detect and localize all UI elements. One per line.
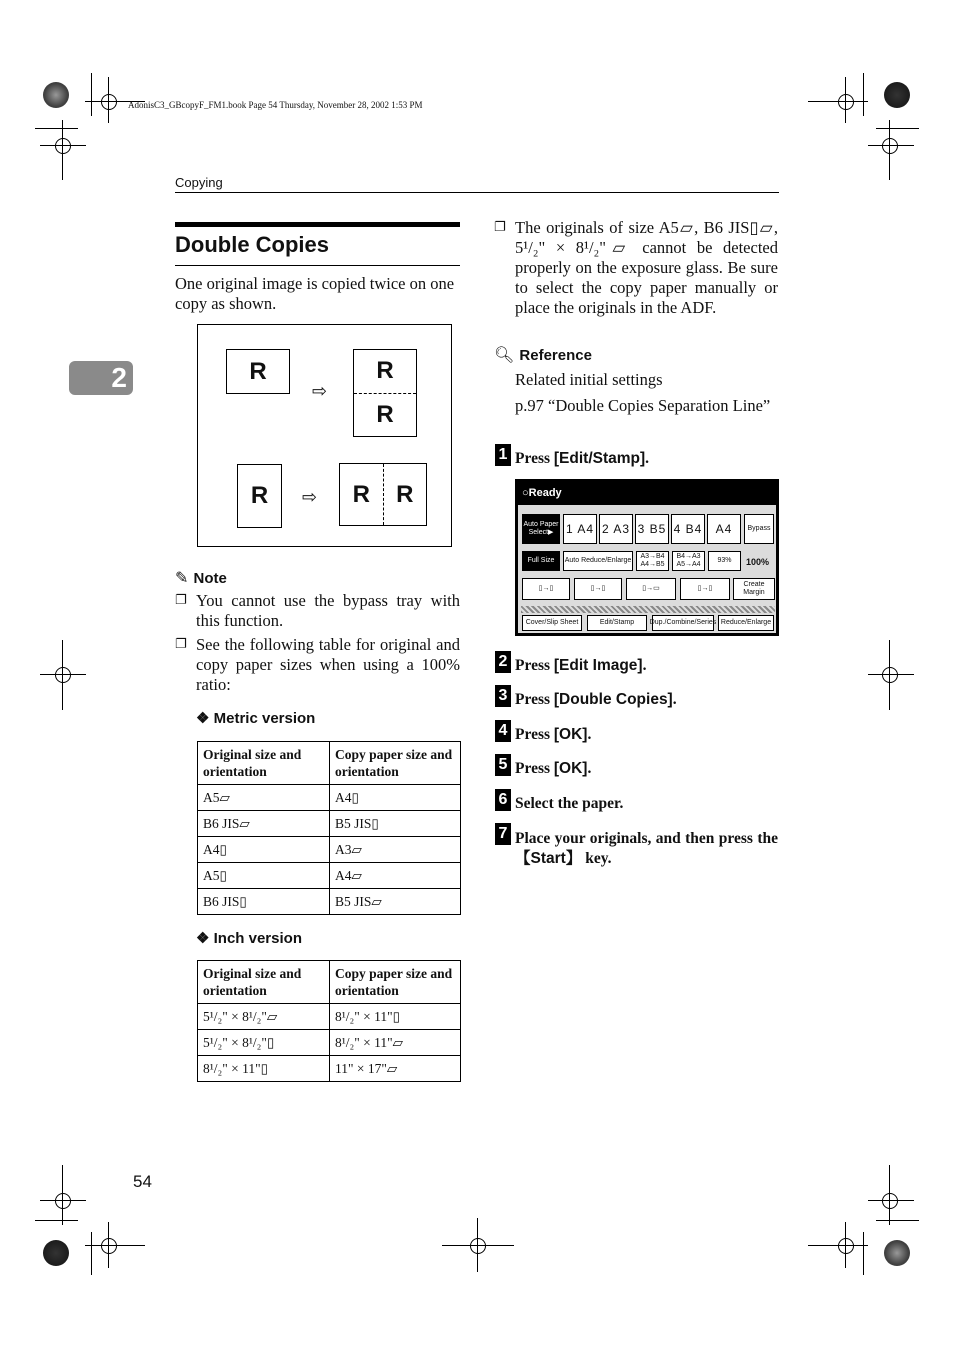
diamond-bullet-icon: ❖ [196,930,210,947]
tray-5-button[interactable]: A4 [707,514,741,544]
reference-line: Related initial settings [515,370,663,389]
metric-table [197,741,461,915]
auto-paper-select-button[interactable]: Auto Paper Select▶ [522,514,560,544]
registration-disk-icon [43,82,69,108]
magnifier-icon: 🔍︎ [494,345,515,364]
tab-reduce-enlarge[interactable]: Reduce/Enlarge [718,615,774,631]
copy-right-half: R [396,480,414,508]
step-text: Press [515,450,554,467]
step-text: . [587,760,592,777]
section-title: Double Copies [175,232,330,257]
tab-cover-slip-sheet[interactable]: Cover/Slip Sheet [522,615,582,631]
table-cell: 5¹/₂" × 8¹/₂"▯ [198,1030,330,1056]
table-cell: 8¹/₂" × 11"▯ [330,1004,461,1030]
step-text: . [587,726,592,743]
step-key: [Double Copies] [553,691,673,708]
step-5-text [515,760,591,778]
table-header: Original size and orientation [198,742,330,785]
step-3-text [515,691,677,709]
header-rule [175,192,779,193]
table-row [198,1056,461,1082]
tab-dup-combine-series[interactable]: Dup./Combine/Series [652,615,714,631]
create-margin-button[interactable]: Create Margin [733,578,775,600]
step-text: . [672,691,677,708]
table-cell: 5¹/₂" × 8¹/₂"▱ [198,1004,330,1030]
registration-disk-icon [884,82,910,108]
panel-area [518,505,776,633]
crosshair-icon [55,1193,71,1209]
control-panel-screen [515,479,779,636]
title-bar [175,222,460,227]
step-text: . [645,450,650,467]
table-row [198,889,461,915]
table-cell: B5 JIS▱ [330,889,461,915]
copy-portrait [353,349,417,437]
crosshair-icon [882,1193,898,1209]
metric-heading [196,709,315,727]
step-number: 6 [495,789,511,811]
step-1-text [515,450,649,468]
file-header: AdonisC3_GBcopyF_FM1.book Page 54 Thursday, November 28, 2002 1:53 PM [128,100,423,110]
original-portrait: R [237,464,282,528]
table-cell: 8¹/₂" × 11"▯ [198,1056,330,1082]
table-cell: B5 JIS▯ [330,811,461,837]
crosshair-icon [882,667,898,683]
step-number: 7 [495,823,511,845]
reference-link: p.97 “Double Copies Separation Line” [515,396,771,415]
crosshair-icon [55,667,71,683]
step-text: Press [515,760,554,777]
reference-label: Reference [519,347,592,364]
copy-left-half: R [352,480,370,508]
table-header: Copy paper size and orientation [330,961,461,1004]
crosshair-icon [55,138,71,154]
tray-3-button[interactable]: 3 B5 [635,514,669,544]
combine-icon-button[interactable]: ▯→▯ [574,578,622,600]
step-number: 4 [495,720,511,742]
crosshair-icon [101,94,117,110]
tray-2-button[interactable]: 2 A3 [599,514,633,544]
copy-bottom-half: R [376,400,394,428]
table-row [198,1030,461,1056]
crosshair-icon [838,1238,854,1254]
step-text: Press [515,691,554,708]
chapter-tab: 2 [69,361,133,395]
step-text: . [642,657,647,674]
metric-heading-text: Metric version [213,710,316,727]
table-cell: 8¹/₂" × 11"▱ [330,1030,461,1056]
table-cell: A4▱ [330,863,461,889]
full-size-button[interactable]: Full Size [522,551,560,571]
inch-heading-text: Inch version [213,930,302,947]
duplex-icon-button[interactable]: ▯→▯ [522,578,570,600]
booklet-icon-button[interactable]: ▯→▯ [680,578,730,600]
checkbox-icon: ❐ [494,220,506,235]
right-arrow-icon: ⇨ [302,487,318,508]
table-cell: A4▯ [198,837,330,863]
note-heading [175,568,227,587]
step-number: 1 [495,444,511,466]
title-rule [175,265,460,266]
table-cell: 11" × 17"▱ [330,1056,461,1082]
step-key: [OK] [553,726,588,743]
table-header: Original size and orientation [198,961,330,1004]
page-number: 54 [133,1172,152,1191]
step-number: 5 [495,754,511,776]
crosshair-icon [838,94,854,110]
ratio-value: 100% [746,557,770,567]
tab-edit-stamp[interactable]: Edit/Stamp [587,615,647,631]
table-row [198,785,461,811]
note-item: You cannot use the bypass tray with this function. [196,591,460,630]
table-cell: A3▱ [330,837,461,863]
step-key: [OK] [553,760,588,777]
crosshair-icon [101,1238,117,1254]
step-number: 3 [495,685,511,707]
note-item: See the following table for original and copy paper sizes when using a 100% ratio: [196,635,460,694]
inch-heading [196,929,302,947]
step-6-text: Select the paper. [515,795,624,812]
right-arrow-icon: ⇨ [312,381,328,402]
crosshair-icon [882,138,898,154]
pencil-icon: ✎ [175,568,189,587]
right-note: The originals of size A5▱, B6 JIS▯▱, 5¹/₂" × 8¹/₂"▱ cannot be detected properly on the exposure glass. Be sure to select the copy paper manually or place the originals in the ADF. [515,218,778,317]
table-cell: B6 JIS▱ [198,811,330,837]
tray-1-button[interactable]: 1 A4 [563,514,597,544]
ratio-button[interactable]: 93% [708,551,741,571]
panel-divider [521,606,775,613]
table-row [198,811,461,837]
tray-4-button[interactable]: 4 B4 [671,514,705,544]
registration-disk-icon [884,1240,910,1266]
step-text: Place your originals, and then press the [515,830,778,847]
table-row [198,863,461,889]
table-cell: A5▯ [198,863,330,889]
table-header: Copy paper size and orientation [330,742,461,785]
step-number: 2 [495,651,511,673]
table-row [198,1004,461,1030]
step-4-text [515,726,591,744]
registration-disk-icon [43,1240,69,1266]
step-7-text [515,829,778,869]
original-landscape: R [226,349,290,394]
copy-top-half: R [376,357,394,385]
table-row [198,837,461,863]
diamond-bullet-icon: ❖ [196,710,210,727]
reference-heading [494,345,592,364]
step-key: 【Start】 [515,850,582,867]
step-key: [Edit Image] [553,657,643,674]
step-text: key. [581,850,612,867]
bypass-button[interactable]: Bypass [744,514,774,544]
table-cell: A5▱ [198,785,330,811]
note-label: Note [193,570,227,587]
series-icon-button[interactable]: ▯→▭ [626,578,676,600]
table-cell: A4▯ [330,785,461,811]
double-copies-diagram [197,324,452,547]
checkbox-icon: ❐ [175,637,187,652]
auto-reduce-enlarge-button[interactable]: Auto Reduce/Enlarge [563,551,633,571]
status-text: ○Ready [522,487,562,499]
table-cell: B6 JIS▯ [198,889,330,915]
step-key: [Edit/Stamp] [553,450,646,467]
checkbox-icon: ❐ [175,593,187,608]
copy-landscape [339,463,427,526]
step-text: Press [515,726,554,743]
crosshair-icon [470,1238,486,1254]
step-2-text [515,657,646,675]
step-text: Press [515,657,554,674]
inch-table [197,960,461,1082]
ratio-button[interactable]: A3→B4 A4→B5 [636,551,669,571]
intro-text: One original image is copied twice on one copy as shown. [175,274,455,313]
ratio-button[interactable]: B4→A3 A5→A4 [672,551,705,571]
running-head: Copying [175,175,223,190]
